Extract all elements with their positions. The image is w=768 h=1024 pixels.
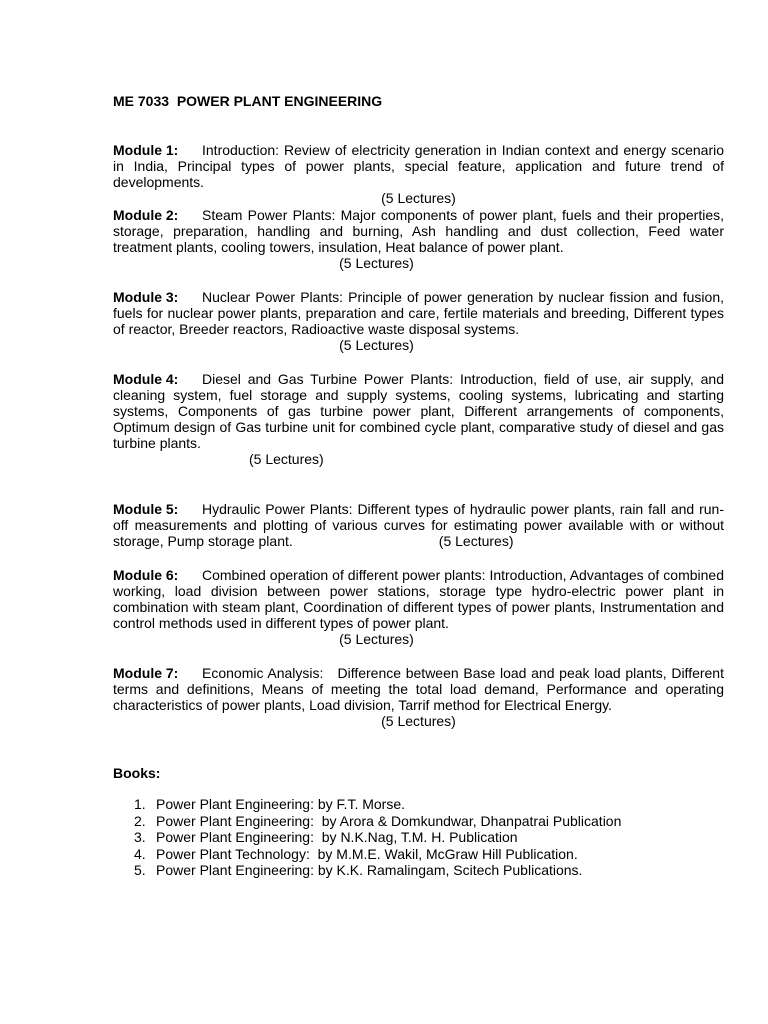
list-item [113,796,621,813]
module-5-label: Module 5: [113,501,179,517]
module-3-lectures: (5 Lectures) [339,337,414,353]
module-1-lectures: (5 Lectures) [381,190,456,206]
module-5-description [113,501,724,549]
module-5-lectures: (5 Lectures) [438,533,514,549]
list-item [113,813,621,830]
module-4-text: Diesel and Gas Turbine Power Plants: Introduction, field of use, air supply, and cleaning system, fuel storage and supply systems, cooling systems, lubricating and starting systems, Components of gas turbine power plant, Different arrangements of components, Optimum design of Gas turbine unit for combined cycle plant, comparative study of diesel and gas turbine plants. [113,371,724,451]
list-item [113,846,621,863]
module-6-description [113,567,724,631]
book-number: 3. [134,829,146,846]
books-heading: Books: [113,765,161,781]
book-number: 1. [134,796,146,812]
module-4-lectures: (5 Lectures) [249,451,324,467]
books-list [113,796,621,879]
module-7-lectures: (5 Lectures) [381,713,456,729]
module-7 [113,665,728,729]
module-4 [113,371,724,467]
book-title: Power Plant Engineering: by Arora & Domkundwar, Dhanpatrai Publication [156,812,622,829]
module-7-text: Economic Analysis: Difference between Base load and peak load plants, Different terms and definitions, Means of meeting the total load demand, Performance and operating characteristics of power plants, Load division, Tarrif method for Electrical Energy. [113,665,728,713]
module-1-label: Module 1: [113,142,179,158]
module-5-text: Hydraulic Power Plants: Different types of hydraulic power plants, rain fall and run-off measurements and plotting of various curves for estimating power available with or without storage, Pump storage plant. [113,501,724,549]
module-2-description [113,207,724,255]
list-item [113,862,621,879]
module-3-description [113,289,724,337]
list-item [113,829,621,846]
course-title: ME 7033 POWER PLANT ENGINEERING [113,93,383,109]
book-title: Power Plant Engineering: by N.K.Nag, T.M. H. Publication [156,829,518,846]
module-3-text: Nuclear Power Plants: Principle of power generation by nuclear fission and fusion, fuels for nuclear power plants, preparation and care, fertile materials and breeding, Different types of reactor, Breeder reactors, Radioactive waste disposal systems. [113,289,724,337]
module-2 [113,207,724,271]
module-3 [113,289,724,353]
module-4-description [113,371,724,451]
module-5 [113,501,724,549]
module-3-label: Module 3: [113,289,179,305]
module-6 [113,567,724,647]
module-7-label: Module 7: [113,665,179,681]
module-6-text: Combined operation of different power plants: Introduction, Advantages of combined working, load division between power stations, storage type hydro-electric power plant in combination with steam plant, Coordination of different types of power plants, Instrumentation and control methods used in different types of power plant. [113,567,724,631]
book-number: 5. [134,862,146,879]
module-1-text: Introduction: Review of electricity generation in Indian context and energy scenario in India, Principal types of power plants, special feature, application and future trend of developments. [113,142,724,190]
book-number: 2. [134,812,146,829]
book-number: 4. [134,845,146,862]
module-6-label: Module 6: [113,567,179,583]
module-7-description [113,665,728,713]
module-1 [113,142,724,206]
book-title: Power Plant Engineering: by K.K. Ramalingam, Scitech Publications. [156,862,583,879]
book-title: Power Plant Technology: by M.M.E. Wakil, McGraw Hill Publication. [156,845,578,862]
module-1-description [113,142,724,190]
module-2-lectures: (5 Lectures) [339,255,414,271]
module-6-lectures: (5 Lectures) [339,631,414,647]
module-2-text: Steam Power Plants: Major components of power plant, fuels and their properties, storage, preparation, handling and burning, Ash handling and dust collection, Feed water treatment plants, cooling towers, insulation, Heat balance of power plant. [113,207,724,255]
book-title: Power Plant Engineering: by F.T. Morse. [156,796,406,812]
module-4-label: Module 4: [113,371,179,387]
module-2-label: Module 2: [113,207,179,223]
